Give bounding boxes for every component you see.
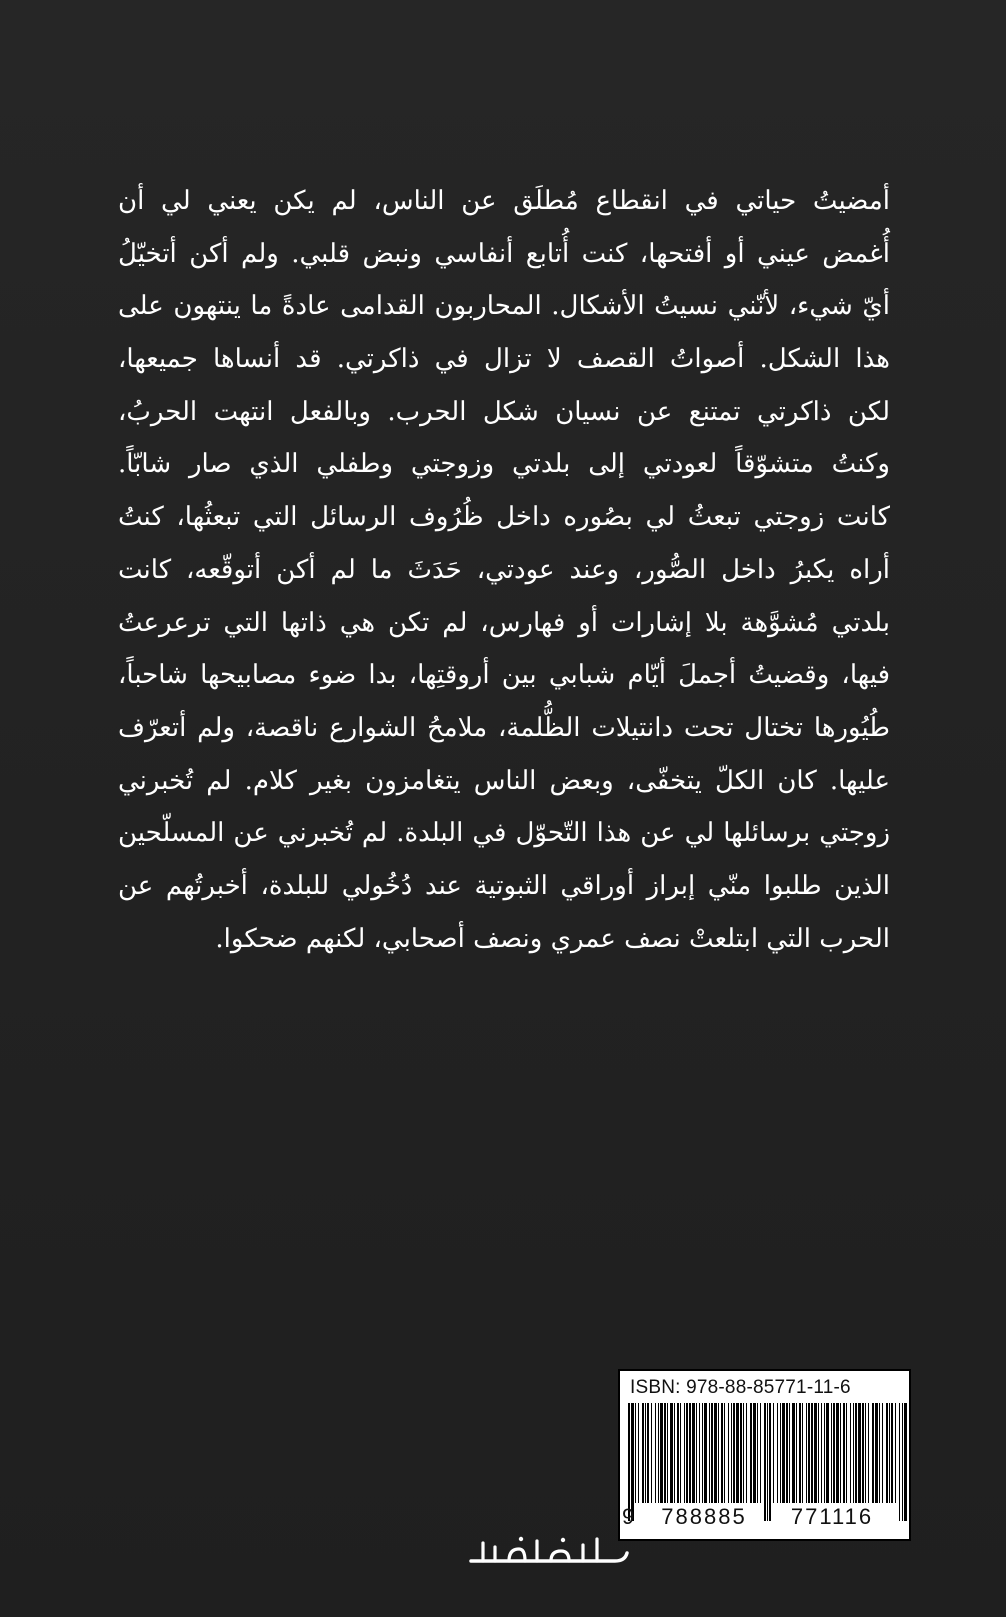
barcode-right-digits: 771116	[782, 1504, 882, 1530]
blurb-line: لكن ذاكرتي تمتنع عن نسيان شكل الحرب. وبالفعل انتهت الحربُ،	[118, 396, 890, 427]
blurb-line: كانت زوجتي تبعثُ لي بصُوره داخل ظُرُوف الرسائل التي تبعثُها، كنتُ	[118, 502, 890, 533]
blurb-line: بلدتي مُشوَّهة بلا إشارات أو فهارس، لم تكن هي ذاتها التي ترعرعتُ	[118, 607, 890, 638]
blurb-text	[118, 175, 890, 965]
barcode-left-digits: 788885	[654, 1504, 754, 1530]
blurb-line: زوجتي برسائلها لي عن هذا التّحوّل في البلدة. لم تُخبرني عن المسلّحين	[118, 818, 890, 849]
isbn-label: ISBN: 978-88-85771-11-6	[630, 1377, 851, 1398]
blurb-line: أُغمض عيني أو أفتحها، كنت أُتابع أنفاسي ونبض قلبي. ولم أكن أتخيّلُ	[118, 238, 890, 269]
blurb-line: فيها، وقضيتُ أجملَ أيّام شبابي بين أروقتِها، بدا ضوء مصابيحها شاحباً،	[118, 660, 890, 691]
blurb-line: هذا الشكل. أصواتُ القصف لا تزال في ذاكرتي. قد أنساها جميعها،	[118, 344, 890, 375]
blurb-line: عليها. كان الكلّ يتخفّى، وبعض الناس يتغامزون بغير كلام. لم تُخبرني	[118, 765, 890, 796]
isbn-barcode	[618, 1369, 911, 1541]
blurb-line: وكنتُ متشوّقاً لعودتي إلى بلدتي وزوجتي وطفلي الذي صار شابّاً.	[118, 449, 890, 480]
blurb-line: أراه يكبرُ داخل الصُّور، وعند عودتي، حَدَثَ ما لم أكن أتوقّعه، كانت	[118, 554, 890, 585]
barcode-digits	[620, 1504, 909, 1536]
publisher-logo	[465, 1531, 635, 1571]
blurb-line: أمضيتُ حياتي في انقطاع مُطلَق عن الناس، لم يكن يعني لي أن	[118, 186, 890, 216]
blurb-line: الحرب التي ابتلعتْ نصف عمري ونصف أصحابي، لكنهم ضحكوا.	[215, 923, 890, 954]
blurb-line: طُيُورها تختال تحت دانتيلات الظُّلمة، ملامحُ الشوارع ناقصة، ولم أتعرّف	[118, 712, 890, 743]
barcode-lead-digit: 9	[622, 1504, 635, 1529]
blurb-line: الذين طلبوا منّي إبراز أوراقي الثبوتية عند دُخُولي للبلدة، أخبرتُهم عن	[118, 870, 890, 901]
publisher-logo-mark	[465, 1531, 635, 1571]
blurb-line: أيّ شيء، لأنّني نسيتُ الأشكال. المحاربون القدامى عادةً ما ينتهون على	[118, 291, 890, 322]
